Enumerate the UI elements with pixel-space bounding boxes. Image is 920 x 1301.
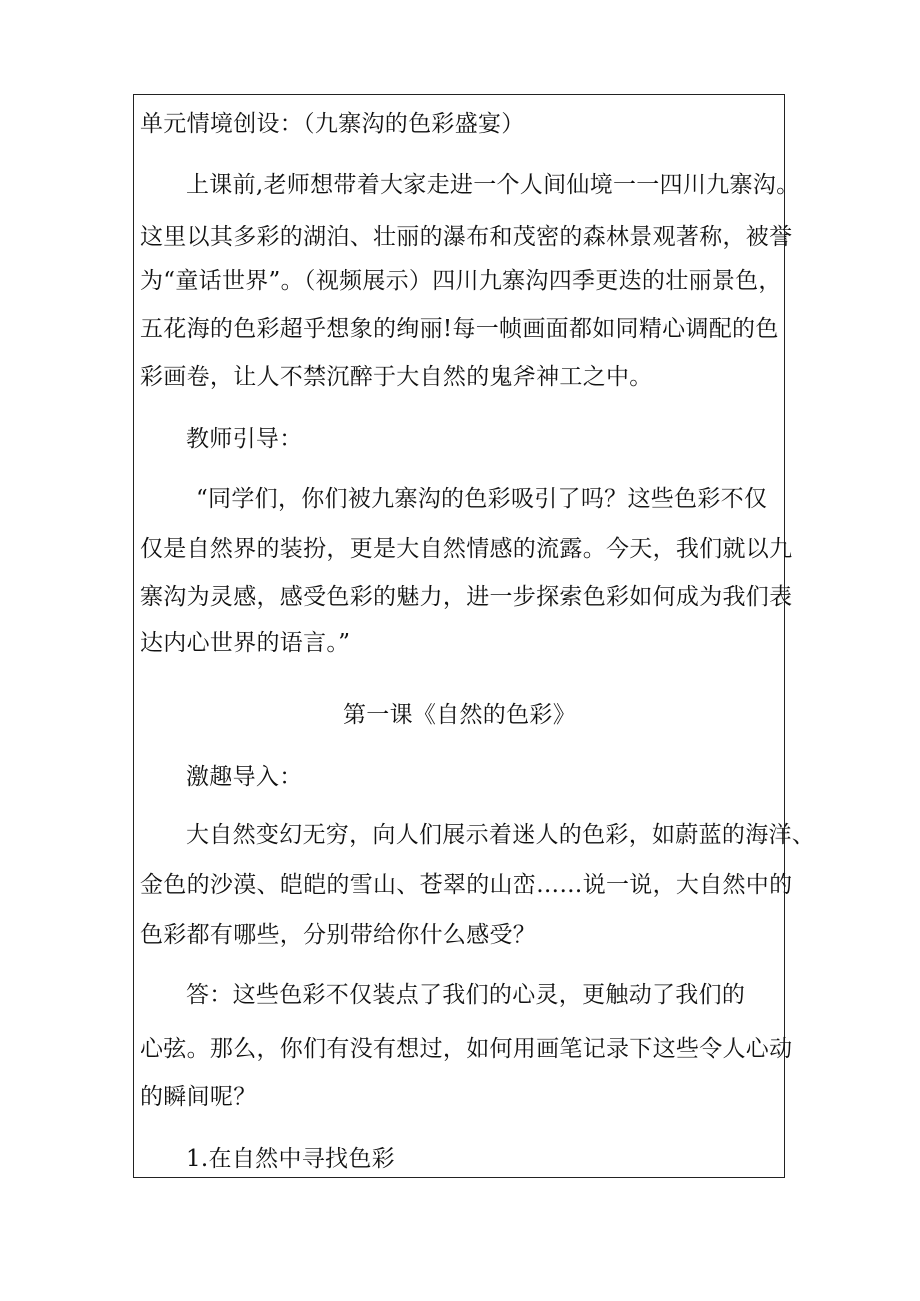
quote-line-2: 仅是自然界的装扮，更是大自然情感的流露。今天，我们就以九 [140, 536, 793, 562]
intro-line-5: 彩画卷，让人不禁沉醉于大自然的鬼斧神工之中。 [140, 364, 653, 390]
quote-line-4: 达内心世界的语言。” [140, 630, 351, 656]
intro-line-1: 上课前,老师想带着大家走进一个人间仙境一一四川九寨沟。 [186, 172, 800, 198]
unit-heading: 单元情境创设：（九寨沟的色彩盛宴） [140, 111, 525, 137]
answer-line-1: 答：这些色彩不仅装点了我们的心灵，更触动了我们的 [186, 982, 746, 1008]
lead-in-line-2: 金色的沙漠、皑皑的雪山、苍翠的山峦……说一说，大自然中的 [140, 872, 793, 898]
answer-line-3: 的瞬间呢？ [140, 1084, 257, 1110]
lead-in-line-1: 大自然变幻无穷，向人们展示着迷人的色彩，如蔚蓝的海洋、 [186, 822, 816, 848]
lesson-title: 第一课《自然的色彩》 [343, 702, 576, 728]
quote-line-1: “同学们，你们被九寨沟的色彩吸引了吗？这些色彩不仅 [196, 486, 768, 512]
intro-line-3: 为“童话世界”。（视频展示）四川九寨沟四季更迭的壮丽景色， [140, 268, 782, 294]
answer-line-2: 心弦。那么，你们有没有想过，如何用画笔记录下这些令人心动 [140, 1036, 793, 1062]
lead-in-label: 激趣导入： [186, 764, 303, 790]
intro-line-4: 五花海的色彩超乎想象的绚丽!每一帧画面都如同精心调配的色 [140, 316, 779, 342]
lead-in-line-3: 色彩都有哪些，分别带给你什么感受？ [140, 922, 537, 948]
quote-line-3: 寨沟为灵感，感受色彩的魅力，进一步探索色彩如何成为我们表 [140, 584, 793, 610]
teacher-guide-label: 教师引导： [186, 426, 303, 452]
section-heading-1: 1.在自然中寻找色彩 [186, 1146, 395, 1172]
intro-line-2: 这里以其多彩的湖泊、壮丽的瀑布和茂密的森林景观著称，被誉 [140, 224, 793, 250]
